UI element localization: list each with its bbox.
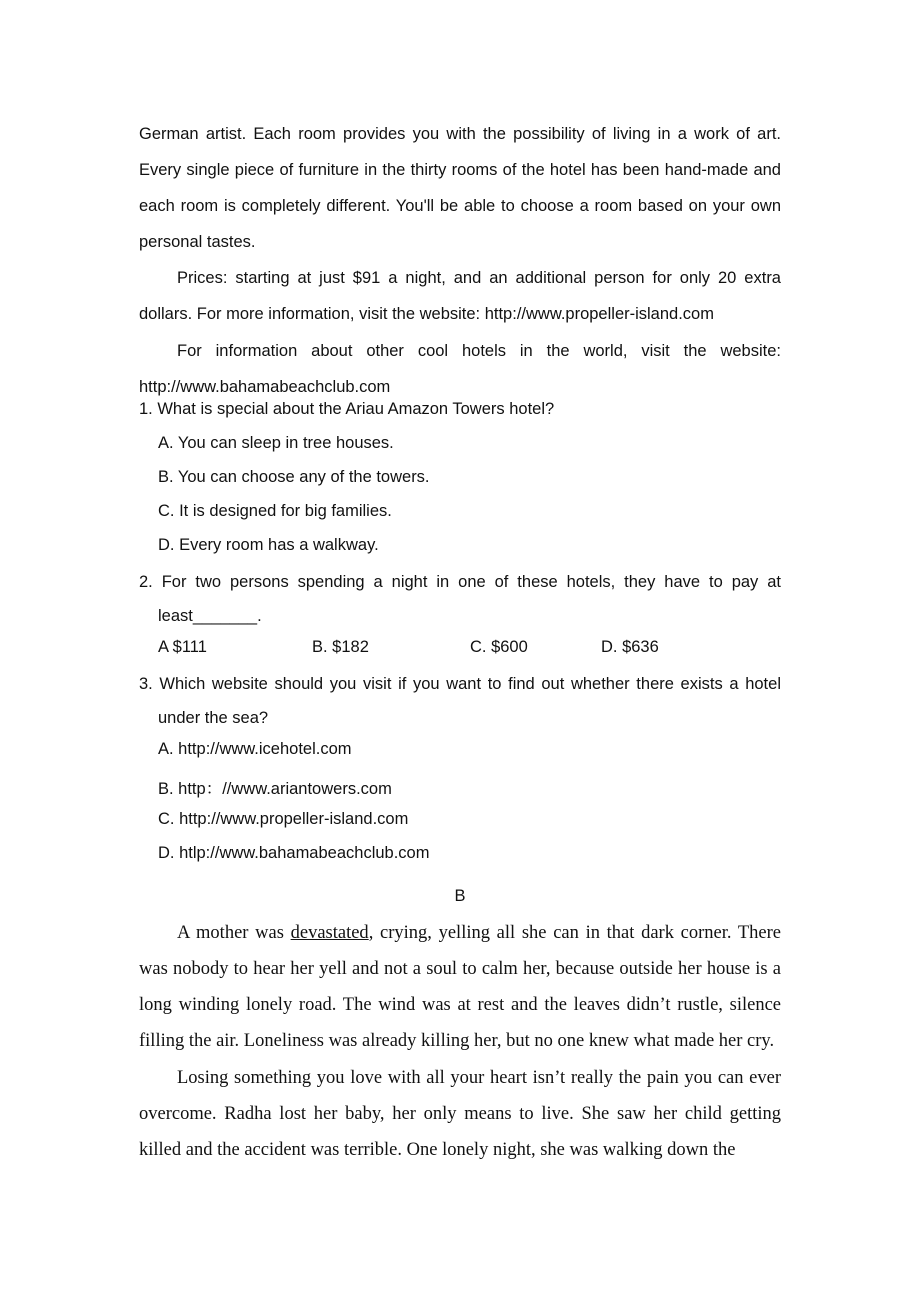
question-3-option-b: B. http：//www.ariantowers.com — [158, 780, 392, 798]
question-2-option-d: D. $636 — [601, 638, 659, 656]
question-2-option-c: C. $600 — [470, 638, 528, 656]
section-b-paragraph-1 — [139, 915, 781, 1059]
question-3-stem: 3. Which website should you visit if you want to find out whether there exists a hotel under the sea? — [139, 675, 781, 727]
section-b-paragraph-2: Losing something you love with all your heart isn’t really the pain you can ever overcome. Radha lost her baby, her only means to live. She saw her child getting killed and the accident was terrible. One lonely night, she was walking down the — [139, 1068, 781, 1160]
passage-a-more-info-paragraph: For information about other cool hotels in the world, visit the website: http://www.bahamabeachclub.com — [139, 342, 781, 396]
passage-a-paragraph-continued: German artist. Each room provides you with the possibility of living in a work of art. Every single piece of furniture in the thirty rooms of the hotel has been hand-made and each room is completely different. You'll be able to choose a room based on your own personal tastes. — [139, 125, 781, 251]
underlined-word: devastated — [290, 923, 369, 943]
question-1-stem: 1. What is special about the Ariau Amazon Towers hotel? — [139, 400, 555, 418]
section-b-heading: B — [454, 887, 466, 905]
question-1-option-a: A. You can sleep in tree houses. — [158, 434, 394, 452]
section-b-paragraph-1-start: A mother was — [177, 923, 291, 943]
question-3-option-a: A. http://www.icehotel.com — [158, 740, 352, 758]
question-1-option-c: C. It is designed for big families. — [158, 502, 392, 520]
question-3-option-c: C. http://www.propeller-island.com — [158, 810, 409, 828]
question-2-option-b: B. $182 — [312, 638, 369, 656]
passage-a-prices-paragraph: Prices: starting at just $91 a night, and an additional person for only 20 extra dollars. For more information, visit the website: http://www.propeller-island.com — [139, 269, 781, 323]
section-b-paragraph-1-rest: , crying, yelling all she can in that dark corner. There was nobody to hear her yell and not a soul to calm her, because outside her house is a long winding lonely road. The wind was at rest and the leaves didn’t rustle, silence filling the air. Loneliness was already killing her, but no one knew what made her cry. — [139, 923, 782, 1051]
question-2-options — [158, 638, 781, 662]
question-2-option-a: A $111 — [158, 638, 207, 656]
question-1-option-d: D. Every room has a walkway. — [158, 536, 379, 554]
question-3-option-d: D. htlp://www.bahamabeachclub.com — [158, 844, 430, 862]
question-2-stem: 2. For two persons spending a night in one of these hotels, they have to pay at least_______. — [139, 573, 781, 625]
question-1-option-b: B. You can choose any of the towers. — [158, 468, 430, 486]
